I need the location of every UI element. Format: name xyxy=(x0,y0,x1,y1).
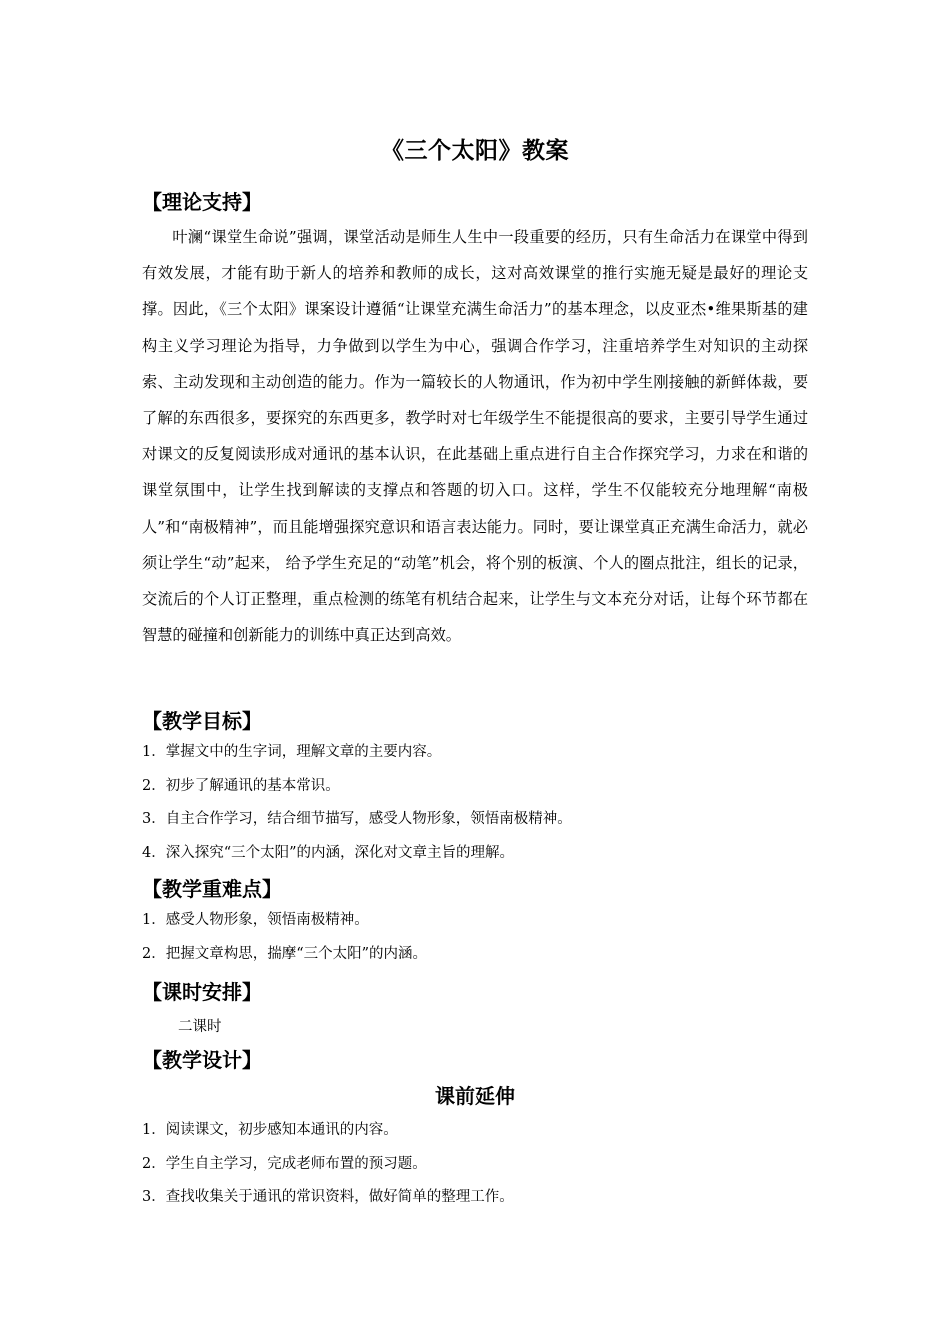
design-item: 3．查找收集关于通讯的常识资料，做好简单的整理工作。 xyxy=(142,1189,514,1205)
key-point-item: 1．感受人物形象，领悟南极精神。 xyxy=(142,912,369,928)
goal-item: 1．掌握文中的生字词，理解文章的主要内容。 xyxy=(142,744,442,760)
design-subheading: 课前延伸 xyxy=(435,1084,515,1108)
design-item: 2．学生自主学习，完成老师布置的预习题。 xyxy=(142,1155,427,1172)
design-heading: 【教学设计】 xyxy=(142,1048,262,1072)
schedule-heading: 【课时安排】 xyxy=(142,980,262,1004)
key-point-item: 2．把握文章构思，揣摩“三个太阳”的内涵。 xyxy=(142,945,428,962)
design-list xyxy=(142,1114,808,1215)
key-points-list xyxy=(142,904,808,971)
design-item: 1．阅读课文，初步感知本通讯的内容。 xyxy=(142,1122,398,1138)
theory-heading: 【理论支持】 xyxy=(142,190,262,214)
key-points-heading: 【教学重难点】 xyxy=(142,877,282,901)
theory-paragraph: 叶澜“课堂生命说”强调，课堂活动是师生人生中一段重要的经历，只有生命活力在课堂中得到有效发展，才能有助于新人的培养和教师的成长，这对高效课堂的推行实施无疑是最好的理论支撑。因此，《三个太阳》课案设计遵循“让课堂充满生命活力”的基本理念，以皮亚杰•维果斯基的建构主义学习理论为指导，力争做到以学生为中心，强调合作学习，注重培养学生对知识的主动探索、主动发现和主动创造的能力。作为一篇较长的人物通讯，作为初中学生刚接触的新鲜体裁，要了解的东西很多，要探究的东西更多，教学时对七年级学生不能提很高的要求，主要引导学生通过对课文的反复阅读形成对通讯的基本认识，在此基础上重点进行自主合作探究学习，力求在和谐的课堂氛围中，让学生找到解读的支撑点和答题的切入口。这样，学生不仅能较充分地理解“南极人”和“南极精神”，而且能增强探究意识和语言表达能力。同时，要让课堂真正充满生命活力，就必须让学生“动”起来， 给予学生充足的“动笔”机会，将个别的板演、个人的圈点批注，组长的记录，交流后的个人订正整理，重点检测的练笔有机结合起来，让学生与文本充分对话，让每个环节都在智慧的碰撞和创新能力的训练中真正达到高效。 xyxy=(142,228,808,645)
goals-heading: 【教学目标】 xyxy=(142,709,262,733)
goal-item: 4．深入探究“三个太阳”的内涵，深化对文章主旨的理解。 xyxy=(142,844,515,861)
goal-item: 3．自主合作学习，结合细节描写，感受人物形象，领悟南极精神。 xyxy=(142,811,572,827)
goals-list xyxy=(142,736,808,870)
document-title: 《三个太阳》教案 xyxy=(381,138,569,164)
schedule-text: 二课时 xyxy=(178,1019,222,1035)
goal-item: 2．初步了解通讯的基本常识。 xyxy=(142,777,340,794)
